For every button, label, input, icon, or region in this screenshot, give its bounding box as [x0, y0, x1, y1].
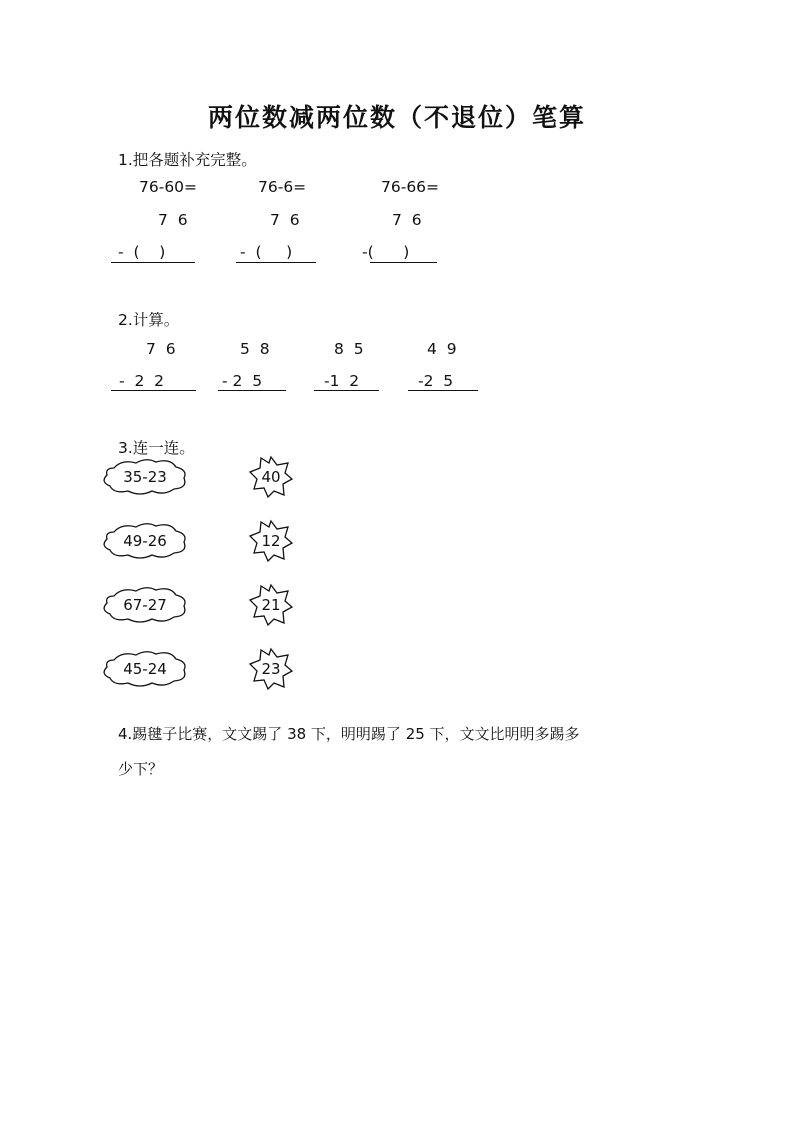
- cloud-icon-4[interactable]: [100, 648, 190, 688]
- cloud-expression-4: 45-24: [123, 660, 167, 678]
- question-4-text-line-2: 少下？: [118, 760, 164, 778]
- q1-top-number-3: 7 6: [392, 211, 422, 229]
- q2-answer-line-1: [111, 390, 196, 391]
- page-title: 两位数减两位数（不退位）笔算: [207, 103, 586, 132]
- q1-blank-1[interactable]: - ( ): [118, 243, 166, 261]
- cloud-expression-1: 35-23: [123, 468, 167, 486]
- star-icon-4[interactable]: [249, 648, 293, 690]
- q1-top-number-2: 7 6: [270, 211, 300, 229]
- q2-bottom-number-4: -2 5: [418, 372, 454, 390]
- q1-blank-3[interactable]: -( ): [362, 243, 410, 261]
- q2-top-number-3: 8 5: [334, 340, 364, 358]
- q2-top-number-4: 4 9: [427, 340, 457, 358]
- q2-bottom-number-1: - 2 2: [119, 372, 165, 390]
- q1-top-number-1: 7 6: [158, 211, 188, 229]
- question-2-label: 2.计算。: [118, 311, 180, 329]
- cloud-icon-2[interactable]: [100, 520, 190, 560]
- star-number-1: 40: [261, 468, 281, 486]
- q2-bottom-number-3: -1 2: [324, 372, 360, 390]
- cloud-expression-2: 49-26: [123, 532, 167, 550]
- star-icon-1[interactable]: [249, 456, 293, 498]
- q2-top-number-2: 5 8: [240, 340, 270, 358]
- question-3-label: 3.连一连。: [118, 439, 195, 457]
- q2-answer-line-4: [408, 390, 478, 391]
- cloud-icon-1[interactable]: [100, 456, 190, 496]
- question-1-label: 1.把各题补充完整。: [118, 151, 257, 169]
- q1-equation-2: 76-6=: [258, 178, 307, 196]
- cloud-expression-3: 67-27: [123, 596, 167, 614]
- q2-top-number-1: 7 6: [146, 340, 176, 358]
- star-number-3: 21: [261, 596, 281, 614]
- q1-blank-2[interactable]: - ( ): [240, 243, 293, 261]
- q2-answer-line-3: [314, 390, 379, 391]
- q2-answer-line-2: [218, 390, 286, 391]
- q1-answer-line-2: [236, 262, 316, 263]
- cloud-icon-3[interactable]: [100, 584, 190, 624]
- q1-answer-line-3: [370, 262, 437, 263]
- q1-equation-1: 76-60=: [139, 178, 198, 196]
- q1-answer-line-1: [111, 262, 195, 263]
- star-number-2: 12: [261, 532, 281, 550]
- star-icon-3[interactable]: [249, 584, 293, 626]
- q2-bottom-number-2: - 2 5: [222, 372, 263, 390]
- question-4-text-line-1: 4.踢毽子比赛，文文踢了 38 下，明明踢了 25 下，文文比明明多踢多: [118, 725, 580, 743]
- star-number-4: 23: [261, 660, 281, 678]
- q1-equation-3: 76-66=: [381, 178, 440, 196]
- star-icon-2[interactable]: [249, 520, 293, 562]
